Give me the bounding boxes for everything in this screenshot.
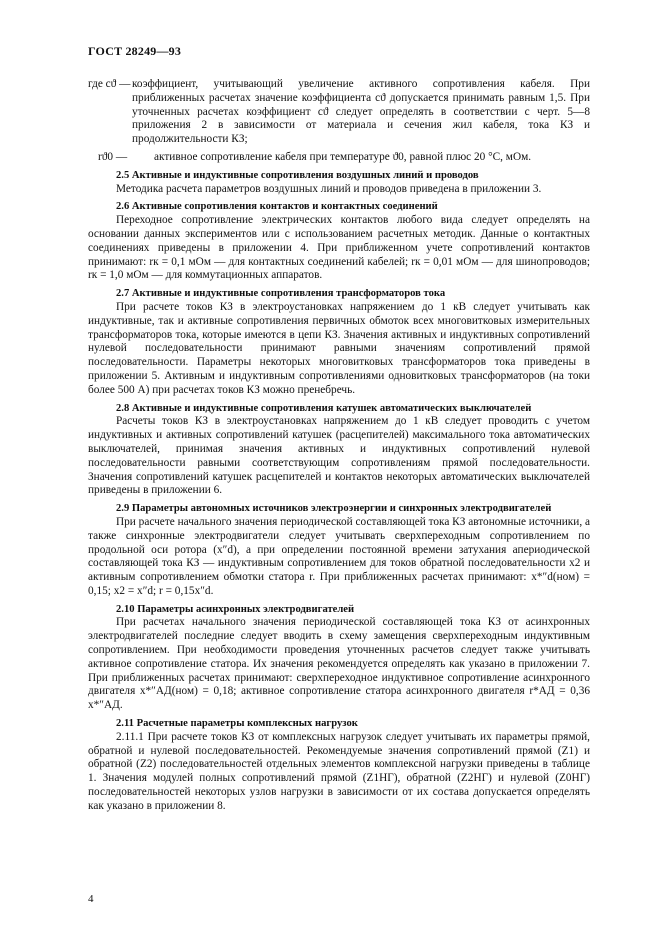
section-text-2-9: При расчете начального значения периодической составляющей тока КЗ автономные источники, а также синхронные электродвигатели следует учитывать сверхпереходным сопротивлением по продольной оси ротора (x″d), а при определении постоянной времени затухания апериодической составляющей тока КЗ — индуктивным сопротивлением для токов обратной последовательности x2 и активным сопротивлением обмотки статора r. При приближенных расчетах принимают: x*″d(ном) = 0,15; x2 = x″d; r = 0,15x″d. — [88, 515, 590, 597]
definition-text: активное сопротивление кабеля при температуре ϑ0, равной плюс 20 °С, мОм. — [154, 150, 532, 163]
section-text-2-10: При расчетах начального значения периодической составляющей тока КЗ от асинхронных электродвигателей последние следует вводить в схему замещения сверхпереходным индуктивным сопротивлением. При необходимости проведения уточненных расчетов следует также учитывать активное сопротивление статора. Их значения рекомендуется определять как указано в приложении 7. При приближенных расчетах принимают: сверхпереходное индуктивное сопротивление асинхронного двигателя x*″АД(ном) = 0,18; активное сопротивление статора асинхронного двигателя r*АД = 0,36 x*″АД. — [88, 616, 590, 712]
page-header: ГОСТ 28249—93 — [88, 44, 182, 58]
section-heading-2-10: 2.10 Параметры асинхронных электродвигателей — [116, 603, 355, 615]
section-heading-2-7: 2.7 Активные и индуктивные сопротивления трансформаторов тока — [116, 288, 446, 300]
section-heading-2-5: 2.5 Активные и индуктивные сопротивления воздушных линий и проводов — [116, 169, 479, 181]
section-text-2-6: Переходное сопротивление электрических контактов любого вида следует определять на основании данных экспериментов или с использованием расчетных методик. Данные о контактных соединениях приведены в приложении 4. При приближенном учете сопротивлений контактов принимают: rк = 0,1 мОм — для контактных соединений кабелей; rк = 0,01 мОм — для шинопроводов; rк = 1,0 мОм — для коммутационных аппаратов. — [88, 214, 590, 282]
definition-term: rϑ0 — — [98, 150, 128, 163]
definition-r-theta — [88, 151, 590, 165]
definition-c-theta — [88, 78, 590, 147]
section-text-2-5: Методика расчета параметров воздушных линий и проводов приведена в приложении 3. — [116, 182, 542, 195]
page-content — [88, 78, 590, 814]
section-heading-2-6: 2.6 Активные сопротивления контактов и контактных соединений — [116, 201, 438, 213]
section-heading-2-9: 2.9 Параметры автономных источников электроэнергии и синхронных электродвигателей — [116, 503, 552, 515]
section-text-2-11: 2.11.1 При расчете токов КЗ от комплексных нагрузок следует учитывать их параметры прямой, обратной и нулевой последовательностей. Рекомендуемые значения сопротивлений прямой (Z1) и обратной (Z2) последовательностей отдельных элементов комплексной нагрузки приведены в таблице 1. Значения модулей полных сопротивлений прямой (Z1НГ), обратной (Z2НГ) и нулевой (Z0НГ) последовательностей некоторых узлов нагрузки в зависимости от их состава допускается определять как указано в приложении 8. — [88, 730, 590, 812]
section-text-2-7: При расчете токов КЗ в электроустановках напряжением до 1 кВ следует учитывать как индуктивные, так и активные сопротивления первичных обмоток всех многовитковых измерительных трансформаторов тока, которые имеются в цепи КЗ. Значения активных и индуктивных сопротивлений нулевой последовательности принимают равными значениям сопротивлений прямой последовательности. Параметры некоторых многовитковых трансформаторов тока приведены в приложении 5. Активным и индуктивным сопротивлениями одновитковых трансформаторов (на токи более 500 А) при расчетах токов КЗ можно пренебречь. — [88, 300, 590, 396]
section-text-2-8: Расчеты токов КЗ в электроустановках напряжением до 1 кВ следует проводить с учетом индуктивных и активных сопротивлений катушек (расцепителей) максимального тока автоматических выключателей, принимая значения активных и индуктивных сопротивлений нулевой последовательности равными соответствующим сопротивлениям прямой последовательности. Значения сопротивлений катушек расцепителей и контактов некоторых автоматических выключателей приведены в приложении 6. — [88, 415, 590, 497]
definition-text: коэффициент, учитывающий увеличение активного сопротивления кабеля. При приближенных расчетах значение коэффициента cϑ допускается принимать равным 1,5. При уточненных расчетах коэффициент cϑ следует определять в соответствии с черт. 5—8 приложения 2 в зависимости от материала и сечения жил кабеля, тока КЗ и продолжительности КЗ; — [132, 78, 590, 146]
page-number: 4 — [88, 893, 94, 905]
section-heading-2-8: 2.8 Активные и индуктивные сопротивления катушек автоматических выключателей — [116, 402, 532, 414]
section-heading-2-11: 2.11 Расчетные параметры комплексных нагрузок — [116, 718, 358, 730]
definition-term: где cϑ — — [88, 78, 131, 90]
